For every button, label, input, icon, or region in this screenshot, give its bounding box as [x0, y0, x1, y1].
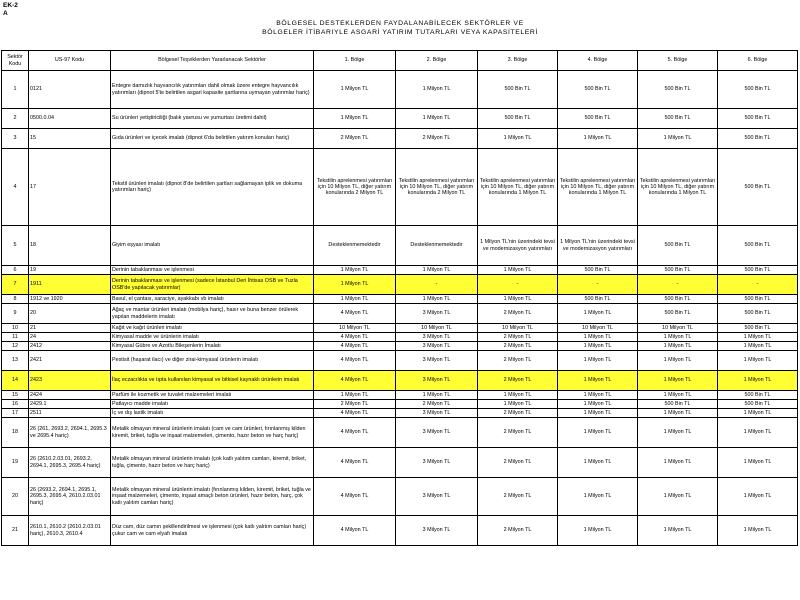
sector-description-cell: Entegre damızlık hayvancılık yatırımları dahil olmak üzere entegre hayvancılık yatırımları (dipnot 5'te belirtilen asgari kapasite şartlarına uymayan yatırımlar hariç) [111, 71, 314, 109]
table-row [2, 342, 798, 351]
sector-code-cell: 2 [2, 109, 29, 129]
region-5-cell: 500 Bin TL [638, 109, 718, 129]
table-row [2, 409, 798, 418]
header-cell: 1. Bölge [314, 51, 396, 71]
region-1-cell: 4 Milyon TL [314, 351, 396, 371]
region-3-cell: 2 Milyon TL [478, 342, 558, 351]
region-2-cell: - [396, 275, 478, 295]
region-5-cell: 1 Milyon TL [638, 516, 718, 546]
us97-code-cell: 15 [29, 129, 111, 149]
region-1-cell: 1 Milyon TL [314, 275, 396, 295]
sector-description-cell: Patlayıcı madde imalatı [111, 400, 314, 409]
region-3-cell: 1 Milyon TL [478, 391, 558, 400]
region-4-cell: 1 Milyon TL [558, 516, 638, 546]
region-3-cell: 2 Milyon TL [478, 333, 558, 342]
region-6-cell: 1 Milyon TL [718, 418, 798, 448]
us97-code-cell: 2429.1 [29, 400, 111, 409]
table-row [2, 333, 798, 342]
table-row [2, 304, 798, 324]
us97-code-cell: 26 (2693.2, 2694.1, 2695.1, 2695.3, 2695.4, 2610.2.03.01 hariç) [29, 478, 111, 516]
region-3-cell: 2 Milyon TL [478, 478, 558, 516]
region-6-cell: 500 Bin TL [718, 149, 798, 226]
table-row [2, 418, 798, 448]
region-6-cell: 1 Milyon TL [718, 351, 798, 371]
region-4-cell: 1 Milyon TL [558, 371, 638, 391]
region-5-cell: Tekstilin aprelenmesi yatırımları için 10 Milyon TL, diğer yatırım konularında 1 Milyon TL [638, 149, 718, 226]
region-5-cell: 1 Milyon TL [638, 418, 718, 448]
region-3-cell: 500 Bin TL [478, 71, 558, 109]
region-1-cell: 2 Milyon TL [314, 400, 396, 409]
sector-code-cell: 11 [2, 333, 29, 342]
table-row [2, 295, 798, 304]
sector-description-cell: Su ürünleri yetiştiriciliği (balık yavrusu ve yumurtası üretimi dahil) [111, 109, 314, 129]
table-row [2, 109, 798, 129]
region-2-cell: 3 Milyon TL [396, 418, 478, 448]
region-4-cell: 1 Milyon TL [558, 333, 638, 342]
us97-code-cell: 19 [29, 266, 111, 275]
sector-description-cell: Bavul, el çantası, saraciye, ayakkabı vb imalatı [111, 295, 314, 304]
us97-code-cell: 0121 [29, 71, 111, 109]
sector-code-cell: 7 [2, 275, 29, 295]
table-row [2, 226, 798, 266]
region-6-cell: 500 Bin TL [718, 400, 798, 409]
region-5-cell: 1 Milyon TL [638, 478, 718, 516]
region-2-cell: 2 Milyon TL [396, 129, 478, 149]
table-row [2, 400, 798, 409]
region-3-cell: - [478, 275, 558, 295]
region-5-cell: - [638, 275, 718, 295]
sector-description-cell: Pestisit (haşarat ilacı) ve diğer zirai-kimyasal ürünlerin imalatı [111, 351, 314, 371]
region-6-cell: 500 Bin TL [718, 304, 798, 324]
region-3-cell: 10 Milyon TL [478, 324, 558, 333]
region-5-cell: 1 Milyon TL [638, 129, 718, 149]
region-4-cell: 500 Bin TL [558, 71, 638, 109]
region-3-cell: 2 Milyon TL [478, 351, 558, 371]
region-1-cell: 4 Milyon TL [314, 478, 396, 516]
table-row [2, 149, 798, 226]
us97-code-cell: 2412 [29, 342, 111, 351]
region-2-cell: 2 Milyon TL [396, 400, 478, 409]
region-6-cell: 500 Bin TL [718, 266, 798, 275]
header-cell: 4. Bölge [558, 51, 638, 71]
region-3-cell: 2 Milyon TL [478, 409, 558, 418]
header-cell: US-97 Kodu [29, 51, 111, 71]
document-title [0, 19, 800, 37]
region-3-cell: 500 Bin TL [478, 109, 558, 129]
region-4-cell: 1 Milyon TL [558, 400, 638, 409]
region-1-cell: 1 Milyon TL [314, 71, 396, 109]
region-5-cell: 10 Milyon TL [638, 324, 718, 333]
region-4-cell: 1 Milyon TL [558, 409, 638, 418]
region-1-cell: 1 Milyon TL [314, 109, 396, 129]
us97-code-cell: 26 (2610.2.03.01, 2693.2, 2694.1, 2695.3, 2695.4 hariç) [29, 448, 111, 478]
table-row [2, 129, 798, 149]
us97-code-cell: 1912 ve 1920 [29, 295, 111, 304]
region-2-cell: 3 Milyon TL [396, 371, 478, 391]
region-3-cell: 1 Milyon TL'nin üzerindeki tevsi ve modernizasyon yatırımları [478, 226, 558, 266]
region-6-cell: 500 Bin TL [718, 324, 798, 333]
header-cell: 2. Bölge [396, 51, 478, 71]
sector-description-cell: İlaç eczacılıkta ve tıpta kullanılan kimyasal ve bitkisel kaynaklı ürünlerin imalatı [111, 371, 314, 391]
region-5-cell: 1 Milyon TL [638, 351, 718, 371]
region-4-cell: 1 Milyon TL [558, 478, 638, 516]
region-3-cell: 2 Milyon TL [478, 418, 558, 448]
region-4-cell: Tekstilin aprelenmesi yatırımları için 10 Milyon TL, diğer yatırım konularında 1 Milyon TL [558, 149, 638, 226]
region-3-cell: 2 Milyon TL [478, 516, 558, 546]
title-line-1: BÖLGESEL DESTEKLERDEN FAYDALANABİLECEK SEKTÖRLER VE [276, 20, 524, 27]
region-6-cell: 1 Milyon TL [718, 448, 798, 478]
sector-description-cell: Giyim eşyası imalatı [111, 226, 314, 266]
us97-code-cell: 17 [29, 149, 111, 226]
us97-code-cell: 2511 [29, 409, 111, 418]
region-6-cell: 1 Milyon TL [718, 516, 798, 546]
region-6-cell: 500 Bin TL [718, 226, 798, 266]
table-row [2, 478, 798, 516]
sector-table [1, 50, 798, 546]
sector-description-cell: İç ve dış lastik imalatı [111, 409, 314, 418]
us97-code-cell: 26 (261, 2693.2, 2694.1, 2695.3 ve 2695.4 hariç) [29, 418, 111, 448]
sector-code-cell: 10 [2, 324, 29, 333]
region-4-cell: 1 Milyon TL [558, 448, 638, 478]
sector-description-cell: Parfüm ile kozmetik ve tuvalet malzemeleri imalatı [111, 391, 314, 400]
region-6-cell: 500 Bin TL [718, 391, 798, 400]
sector-description-cell: Metalik olmayan mineral ürünlerin imalatı (fırınlanmış kilden, kiremit, briket, tuğla ve inşaat malzemeleri, çimento, inşaat amaçlı beton ürünleri, hazır beton, harç, çok katlı yalıtım camları hariç) [111, 478, 314, 516]
region-1-cell: Tekstilin aprelenmesi yatırımları için 10 Milyon TL, diğer yatırım konularında 2 Milyon TL [314, 149, 396, 226]
region-4-cell: 1 Milyon TL [558, 418, 638, 448]
region-5-cell: 1 Milyon TL [638, 371, 718, 391]
sector-code-cell: 12 [2, 342, 29, 351]
region-4-cell: 1 Milyon TL'nin üzerindeki tevsi ve modernizasyon yatırımları [558, 226, 638, 266]
sector-description-cell: Kağıt ve kağıt ürünleri imalatı [111, 324, 314, 333]
sector-code-cell: 21 [2, 516, 29, 546]
region-4-cell: 1 Milyon TL [558, 304, 638, 324]
annex-label: EK-2 A [3, 2, 18, 17]
us97-code-cell: 24 [29, 333, 111, 342]
region-2-cell: 3 Milyon TL [396, 448, 478, 478]
region-1-cell: Desteklenmemektedir [314, 226, 396, 266]
region-2-cell: 1 Milyon TL [396, 109, 478, 129]
region-1-cell: 1 Milyon TL [314, 391, 396, 400]
region-5-cell: 500 Bin TL [638, 295, 718, 304]
us97-code-cell: 2421 [29, 351, 111, 371]
region-4-cell: 1 Milyon TL [558, 129, 638, 149]
region-5-cell: 500 Bin TL [638, 226, 718, 266]
region-2-cell: 3 Milyon TL [396, 333, 478, 342]
region-5-cell: 500 Bin TL [638, 400, 718, 409]
sector-code-cell: 9 [2, 304, 29, 324]
sector-code-cell: 13 [2, 351, 29, 371]
region-4-cell: 500 Bin TL [558, 295, 638, 304]
region-1-cell: 4 Milyon TL [314, 342, 396, 351]
header-cell: 6. Bölge [718, 51, 798, 71]
sector-code-cell: 18 [2, 418, 29, 448]
region-6-cell: - [718, 275, 798, 295]
sector-description-cell: Derinin tabaklanması ve işlenmesi [111, 266, 314, 275]
sector-description-cell: Tekstil ürünleri imalatı (dipnot 8'de belirtilen şartları sağlamayan iplik ve dokuma yatırımları hariç) [111, 149, 314, 226]
region-2-cell: 10 Milyon TL [396, 324, 478, 333]
sector-code-cell: 8 [2, 295, 29, 304]
sector-description-cell: Kimyasal madde ve ürünlerin imalatı [111, 333, 314, 342]
us97-code-cell: 2423 [29, 371, 111, 391]
region-2-cell: Desteklenmemektedir [396, 226, 478, 266]
region-5-cell: 1 Milyon TL [638, 409, 718, 418]
region-1-cell: 4 Milyon TL [314, 448, 396, 478]
region-2-cell: 3 Milyon TL [396, 516, 478, 546]
region-3-cell: 2 Milyon TL [478, 304, 558, 324]
region-3-cell: 1 Milyon TL [478, 295, 558, 304]
region-6-cell: 500 Bin TL [718, 109, 798, 129]
sector-description-cell: Düz cam, düz camın şekillendirilmesi ve işlenmesi (çok katlı yalıtım camları hariç) çukur cam ve cam elyafı imalatı [111, 516, 314, 546]
us97-code-cell: 2610.1, 2610.2 (2610.2.03.01 hariç), 2610.3, 2610.4 [29, 516, 111, 546]
region-6-cell: 500 Bin TL [718, 71, 798, 109]
header-cell: Sektör Kodu [2, 51, 29, 71]
us97-code-cell: 2424 [29, 391, 111, 400]
region-2-cell: 3 Milyon TL [396, 478, 478, 516]
region-1-cell: 4 Milyon TL [314, 409, 396, 418]
region-3-cell: 2 Milyon TL [478, 448, 558, 478]
sector-code-cell: 6 [2, 266, 29, 275]
region-4-cell: 500 Bin TL [558, 266, 638, 275]
region-1-cell: 4 Milyon TL [314, 304, 396, 324]
region-5-cell: 1 Milyon TL [638, 391, 718, 400]
region-1-cell: 1 Milyon TL [314, 266, 396, 275]
header-cell: Bölgesel Teşviklerden Yararlanacak Sektörler [111, 51, 314, 71]
region-5-cell: 1 Milyon TL [638, 333, 718, 342]
region-4-cell: 1 Milyon TL [558, 351, 638, 371]
table-row [2, 275, 798, 295]
region-1-cell: 4 Milyon TL [314, 371, 396, 391]
table-row [2, 351, 798, 371]
region-6-cell: 500 Bin TL [718, 129, 798, 149]
sector-description-cell: Metalik olmayan mineral ürünlerin imalatı (çok katlı yalıtım camları, kiremit, briket, tuğla, çimento, hazır beton ve harç hariç) [111, 448, 314, 478]
sector-code-cell: 19 [2, 448, 29, 478]
us97-code-cell: 20 [29, 304, 111, 324]
header-cell: 5. Bölge [638, 51, 718, 71]
sector-description-cell: Derinin tabaklanması ve işlenmesi (sadece İstanbul Deri İhtisas OSB ve Tuzla OSB'de yapılacak yatırımlar) [111, 275, 314, 295]
region-1-cell: 4 Milyon TL [314, 516, 396, 546]
region-4-cell: 1 Milyon TL [558, 342, 638, 351]
sector-code-cell: 17 [2, 409, 29, 418]
us97-code-cell: 21 [29, 324, 111, 333]
sector-code-cell: 20 [2, 478, 29, 516]
region-1-cell: 4 Milyon TL [314, 418, 396, 448]
region-3-cell: 1 Milyon TL [478, 400, 558, 409]
region-4-cell: 500 Bin TL [558, 109, 638, 129]
region-1-cell: 4 Milyon TL [314, 333, 396, 342]
region-6-cell: 1 Milyon TL [718, 478, 798, 516]
header-cell: 3. Bölge [478, 51, 558, 71]
region-1-cell: 2 Milyon TL [314, 129, 396, 149]
region-2-cell: Tekstilin aprelenmesi yatırımları için 10 Milyon TL, diğer yatırım konularında 2 Milyon TL [396, 149, 478, 226]
sector-code-cell: 15 [2, 391, 29, 400]
region-6-cell: 1 Milyon TL [718, 333, 798, 342]
table-row [2, 371, 798, 391]
region-4-cell: 10 Milyon TL [558, 324, 638, 333]
region-5-cell: 500 Bin TL [638, 304, 718, 324]
region-6-cell: 1 Milyon TL [718, 371, 798, 391]
region-1-cell: 1 Milyon TL [314, 295, 396, 304]
table-row [2, 391, 798, 400]
region-6-cell: 1 Milyon TL [718, 409, 798, 418]
sector-code-cell: 4 [2, 149, 29, 226]
sector-description-cell: Ağaç ve mantar ürünleri imalatı (mobilya hariç), hasır ve buna benzer örülerek yapılan maddelerin imalatı [111, 304, 314, 324]
header-row [2, 51, 798, 71]
us97-code-cell: 0500.0.04 [29, 109, 111, 129]
us97-code-cell: 18 [29, 226, 111, 266]
table-row [2, 266, 798, 275]
region-6-cell: 1 Milyon TL [718, 342, 798, 351]
region-2-cell: 3 Milyon TL [396, 342, 478, 351]
sector-description-cell: Metalik olmayan mineral ürünlerin imalatı (cam ve cam ürünleri, fırınlanmış kilden kiremit, briket, tuğla ve inşaat malzemeleri, çimento, hazır beton ve harç hariç) [111, 418, 314, 448]
sector-code-cell: 14 [2, 371, 29, 391]
region-5-cell: 500 Bin TL [638, 266, 718, 275]
region-3-cell: 1 Milyon TL [478, 129, 558, 149]
region-5-cell: 1 Milyon TL [638, 448, 718, 478]
region-3-cell: 2 Milyon TL [478, 371, 558, 391]
region-4-cell: 1 Milyon TL [558, 391, 638, 400]
region-3-cell: Tekstilin aprelenmesi yatırımları için 10 Milyon TL, diğer yatırım konularında 1 Milyon TL [478, 149, 558, 226]
table-row [2, 71, 798, 109]
region-3-cell: 1 Milyon TL [478, 266, 558, 275]
table-row [2, 324, 798, 333]
region-6-cell: 500 Bin TL [718, 295, 798, 304]
table-row [2, 448, 798, 478]
region-2-cell: 1 Milyon TL [396, 391, 478, 400]
region-5-cell: 1 Milyon TL [638, 342, 718, 351]
region-2-cell: 1 Milyon TL [396, 266, 478, 275]
region-2-cell: 3 Milyon TL [396, 351, 478, 371]
region-2-cell: 3 Milyon TL [396, 304, 478, 324]
sector-description-cell: Gıda ürünleri ve içecek imalatı (dipnot 6'da belirtilen yatırım konuları hariç) [111, 129, 314, 149]
title-line-2: BÖLGELER İTİBARIYLE ASGARİ YATIRIM TUTARLARI VEYA KAPASİTELERİ [262, 29, 538, 36]
region-2-cell: 1 Milyon TL [396, 71, 478, 109]
us97-code-cell: 1911 [29, 275, 111, 295]
table-row [2, 516, 798, 546]
region-5-cell: 500 Bin TL [638, 71, 718, 109]
sector-code-cell: 5 [2, 226, 29, 266]
region-2-cell: 3 Milyon TL [396, 409, 478, 418]
sector-code-cell: 3 [2, 129, 29, 149]
region-1-cell: 10 Milyon TL [314, 324, 396, 333]
sector-code-cell: 1 [2, 71, 29, 109]
region-2-cell: 1 Milyon TL [396, 295, 478, 304]
sector-code-cell: 16 [2, 400, 29, 409]
region-4-cell: - [558, 275, 638, 295]
sector-description-cell: Kimyasal Gübre ve Azotlu Bileşenlerin İmalatı [111, 342, 314, 351]
